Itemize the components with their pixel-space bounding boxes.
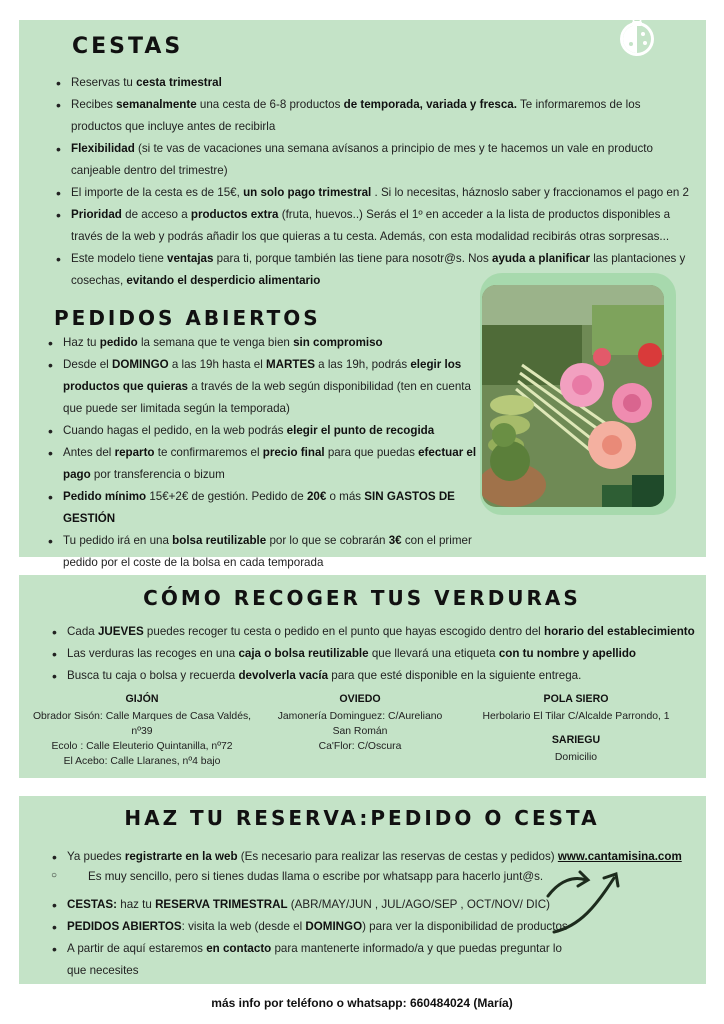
text: a través de la web según disponibilidad (ten en cuenta que puede ser limitada según la temporada) bbox=[63, 380, 471, 415]
text: la semana que te venga bien bbox=[137, 336, 294, 349]
bold-text: evitando el desperdicio alimentario bbox=[126, 274, 321, 287]
text: haz tu bbox=[117, 898, 156, 911]
text: Tu pedido irá en una bbox=[63, 534, 173, 547]
bold-text: productos extra bbox=[190, 208, 279, 221]
location-line: Herbolario El Tilar C/Alcalde Parrondo, 1 bbox=[482, 711, 670, 722]
location-oviedo bbox=[262, 692, 458, 754]
pedidos-item bbox=[46, 486, 482, 530]
text: una cesta de 6-8 productos bbox=[196, 98, 344, 111]
pedidos-list bbox=[46, 332, 482, 574]
recoger-list bbox=[50, 621, 700, 687]
bold-text: bolsa reutilizable bbox=[172, 534, 267, 547]
bold-text: efectuar el pago bbox=[63, 446, 477, 481]
text: para mantenerte informado/a y que puedas preguntar lo que necesites bbox=[67, 942, 562, 977]
bold-text: DOMINGO bbox=[305, 920, 363, 933]
bold-text: 3€ bbox=[388, 534, 402, 547]
text: Ya puedes bbox=[67, 850, 125, 863]
bold-text: registrarte en la web bbox=[124, 850, 238, 863]
location-pola-siero bbox=[466, 692, 686, 724]
bold-text: elegir los productos que quieras bbox=[63, 358, 462, 393]
text: puedes recoger tu cesta o pedido en el punto que hayas escogido dentro del bbox=[143, 625, 544, 638]
text: 15€+2€ de gestión. Pedido de bbox=[146, 490, 307, 503]
text: para que puedas bbox=[324, 446, 419, 459]
text: Desde el bbox=[63, 358, 112, 371]
arrows-icon bbox=[540, 866, 630, 942]
bold-text: Prioridad bbox=[71, 208, 122, 221]
cestas-list bbox=[54, 72, 690, 292]
recoger-item bbox=[50, 665, 700, 687]
reserva-item bbox=[50, 916, 570, 938]
text: : visita la web (desde el bbox=[181, 920, 306, 933]
text: para que esté disponible en la siguiente entrega. bbox=[328, 669, 582, 682]
text: para ti, porque también las tiene para nosotr@s. Nos bbox=[213, 252, 493, 265]
reserva-list bbox=[50, 894, 570, 982]
bold-text: de temporada, variada y fresca. bbox=[343, 98, 517, 111]
location-line: Domicilio bbox=[554, 752, 598, 763]
location-line: San Román bbox=[332, 726, 388, 737]
pedidos-item bbox=[46, 332, 482, 354]
text: te confirmaremos el bbox=[154, 446, 263, 459]
pedidos-item bbox=[46, 420, 482, 442]
bold-text: caja o bolsa reutilizable bbox=[238, 647, 369, 660]
footer-contact: más info por teléfono o whatsapp: 660484024 (María) bbox=[211, 996, 513, 1010]
location-line: El Acebo: Calle Llaranes, nº4 bajo bbox=[63, 756, 221, 767]
text: Haz tu bbox=[63, 336, 100, 349]
location-city: SARIEGU bbox=[551, 734, 601, 746]
cestas-item bbox=[54, 138, 690, 182]
text: Antes del bbox=[63, 446, 115, 459]
bold-text: CESTAS: bbox=[67, 898, 118, 911]
reserva-sub-text: Es muy sencillo, pero si tienes dudas llama o escribe por whatsapp para hacerlo junt@s. bbox=[88, 870, 544, 883]
bold-text: semanalmente bbox=[116, 98, 197, 111]
cestas-item bbox=[54, 72, 690, 94]
pedidos-item bbox=[46, 354, 482, 420]
text: Las verduras las recoges en una bbox=[67, 647, 239, 660]
pedidos-title: PEDIDOS ABIERTOS bbox=[54, 306, 321, 330]
bold-text: Flexibilidad bbox=[71, 142, 135, 155]
text: a las 19h, podrás bbox=[314, 358, 411, 371]
bold-text: en contacto bbox=[206, 942, 272, 955]
text: Reservas tu bbox=[71, 76, 137, 89]
text: ) para ver la disponibilidad de productos bbox=[362, 920, 568, 933]
recoger-item bbox=[50, 643, 700, 665]
bold-text: un solo pago trimestral bbox=[243, 186, 372, 199]
bold-text: cesta trimestral bbox=[136, 76, 222, 89]
text: Cada bbox=[67, 625, 98, 638]
bold-text: SIN GASTOS DE GESTIÓN bbox=[63, 490, 455, 525]
bold-text: con tu nombre y apellido bbox=[498, 647, 637, 660]
text: Recibes bbox=[71, 98, 117, 111]
location-city: GIJÓN bbox=[125, 693, 159, 705]
bold-text: ventajas bbox=[167, 252, 214, 265]
reserva-sub-item bbox=[68, 870, 543, 883]
reserva-register-item bbox=[50, 846, 700, 868]
text: Este modelo tiene bbox=[71, 252, 168, 265]
cestas-item bbox=[54, 94, 690, 138]
text: Cuando hagas el pedido, en la web podrás bbox=[63, 424, 287, 437]
bold-text: 20€ bbox=[306, 490, 327, 503]
text: con el primer pedido por el coste de la bolsa en cada temporada bbox=[63, 534, 472, 569]
text: . Si lo necesitas, háznoslo saber y fraccionamos el pago en 2 bbox=[371, 186, 689, 199]
text: El importe de la cesta es de 15€, bbox=[71, 186, 244, 199]
location-city: POLA SIERO bbox=[543, 693, 609, 705]
reserva-item bbox=[50, 938, 570, 982]
cestas-title: CESTAS bbox=[72, 34, 184, 59]
location-sariegu bbox=[466, 733, 686, 765]
recoger-item bbox=[50, 621, 700, 643]
text: de acceso a bbox=[121, 208, 191, 221]
cestas-item bbox=[54, 204, 690, 248]
website-link[interactable]: www.cantamisina.com bbox=[557, 850, 682, 863]
text: (si te vas de vacaciones una semana avísanos a principio de mes y te hacemos un vale en producto canjeable dentro del trimestre) bbox=[71, 142, 653, 177]
bold-text: Pedido mínimo bbox=[63, 490, 147, 503]
location-city: OVIEDO bbox=[339, 693, 381, 705]
bold-text: ayuda a planificar bbox=[492, 252, 590, 265]
recoger-title: CÓMO RECOGER TUS VERDURAS bbox=[143, 586, 581, 610]
text: Te informaremos de los productos que incluye antes de recibirla bbox=[71, 98, 641, 133]
bold-text: reparto bbox=[114, 446, 155, 459]
text: (Es necesario para realizar las reservas de cestas y pedidos) bbox=[237, 850, 558, 863]
bold-text: MARTES bbox=[266, 358, 315, 371]
bold-text: sin compromiso bbox=[293, 336, 383, 349]
reserva-list-top bbox=[50, 846, 700, 868]
bold-text: RESERVA TRIMESTRAL bbox=[155, 898, 288, 911]
ladybug-logo-icon bbox=[616, 16, 658, 58]
location-line: Jamonería Dominguez: C/Aureliano bbox=[277, 711, 443, 722]
text: que llevará una etiqueta bbox=[368, 647, 499, 660]
location-line: Ecolo : Calle Eleuterio Quintanilla, nº72 bbox=[51, 741, 233, 752]
pedidos-item bbox=[46, 530, 482, 574]
text: a las 19h hasta el bbox=[168, 358, 266, 371]
reserva-item bbox=[50, 894, 570, 916]
text: por transferencia o bizum bbox=[90, 468, 225, 481]
location-line: Obrador Sisón: Calle Marques de Casa Valdés, nº39 bbox=[32, 711, 252, 737]
bold-text: DOMINGO bbox=[111, 358, 169, 371]
text: o más bbox=[326, 490, 365, 503]
bold-text: elegir el punto de recogida bbox=[286, 424, 435, 437]
text: (ABR/MAY/JUN , JUL/AGO/SEP , OCT/NOV/ DIC) bbox=[287, 898, 550, 911]
text: las plantaciones y cosechas, bbox=[71, 252, 686, 287]
reserva-title: HAZ TU RESERVA:PEDIDO O CESTA bbox=[124, 806, 600, 830]
bold-text: PEDIDOS ABIERTOS bbox=[67, 920, 182, 933]
text: (fruta, huevos..) Serás el 1º en acceder a la lista de productos disponibles a través de la web y podrás añadir los que quieras a tu cesta. Además, con esta modalidad recibirás otras sorpresas... bbox=[71, 208, 671, 243]
location-line: Ca'Flor: C/Oscura bbox=[318, 741, 402, 752]
location-gijon bbox=[22, 692, 262, 769]
bold-text: horario del establecimiento bbox=[543, 625, 695, 638]
vegetables-flowers-photo bbox=[482, 285, 664, 507]
cestas-item bbox=[54, 182, 690, 204]
bold-text: JUEVES bbox=[97, 625, 144, 638]
bold-text: pedido bbox=[99, 336, 138, 349]
text: por lo que se cobrarán bbox=[266, 534, 389, 547]
bold-text: devolverla vacía bbox=[238, 669, 329, 682]
bold-text: precio final bbox=[262, 446, 325, 459]
text: A partir de aquí estaremos bbox=[67, 942, 207, 955]
pedidos-item bbox=[46, 442, 482, 486]
text: Busca tu caja o bolsa y recuerda bbox=[67, 669, 239, 682]
